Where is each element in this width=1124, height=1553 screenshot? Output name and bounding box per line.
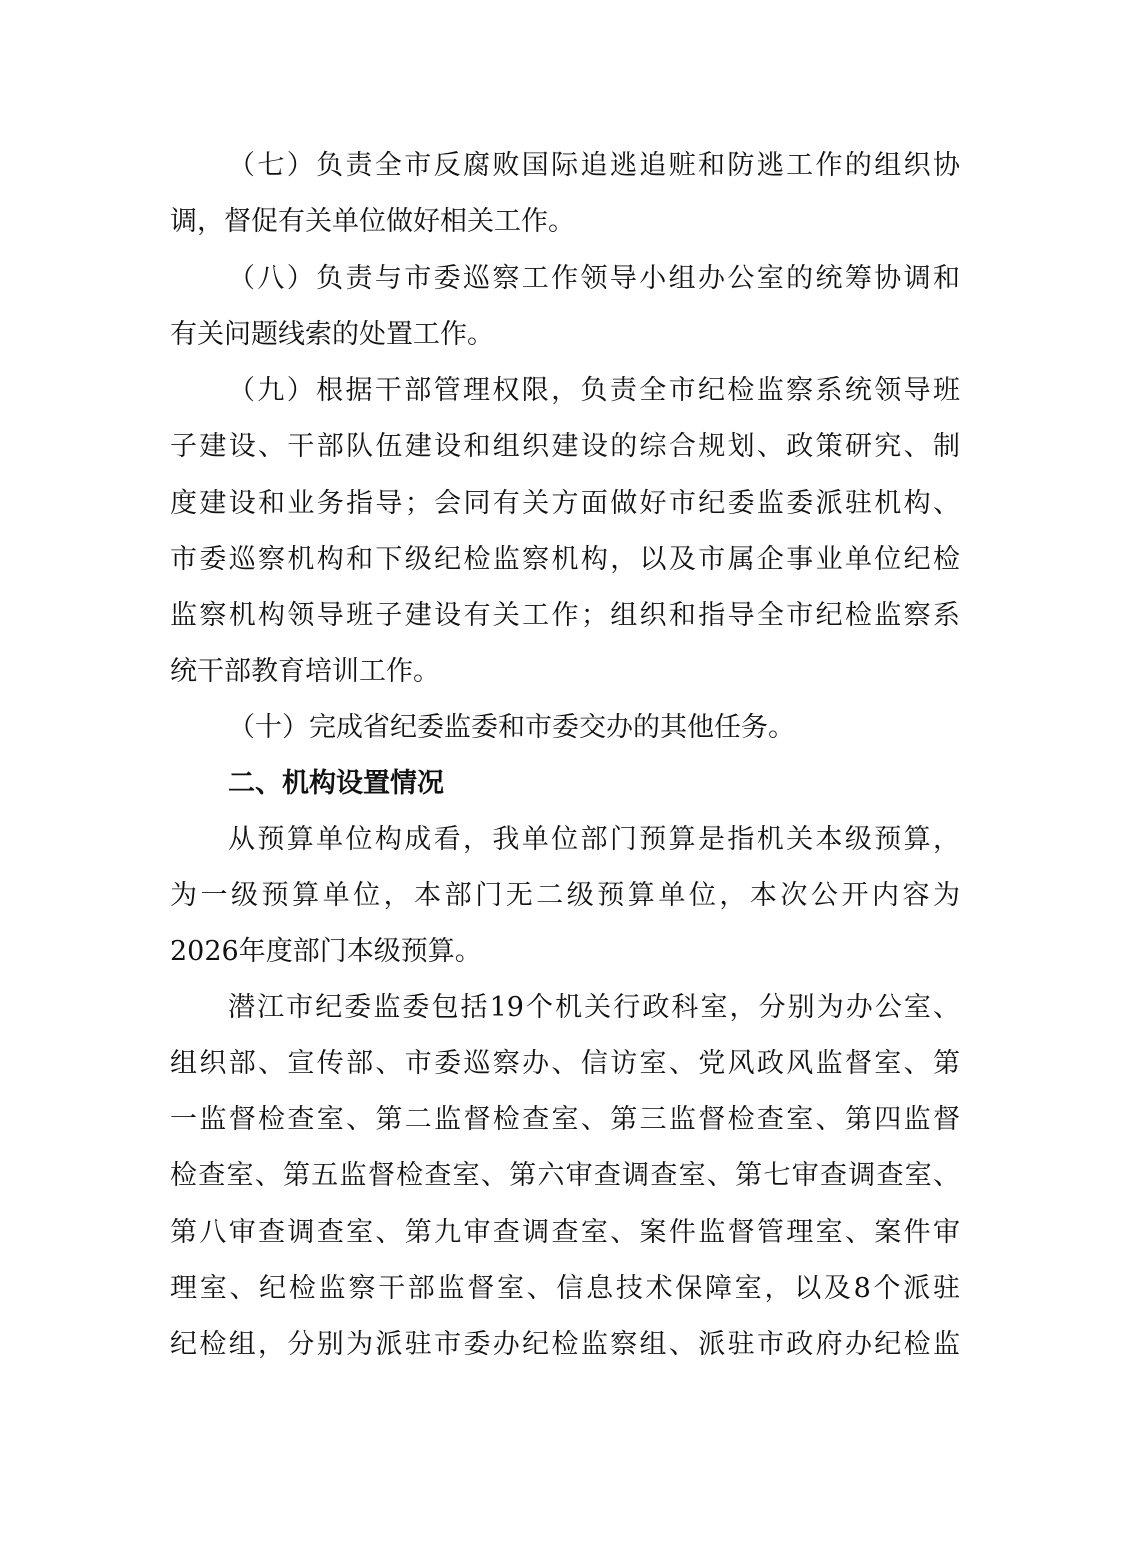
paragraph-8-line-1: （八）负责与市委巡察工作领导小组办公室的统筹协调和 xyxy=(228,263,960,294)
paragraph-9-line-1: （九）根据干部管理权限，负责全市纪检监察系统领导班 xyxy=(228,375,960,406)
paragraph-10-line-1: （十）完成省纪委监委和市委交办的其他任务。 xyxy=(228,712,795,743)
paragraph-9-line-4: 市委巡察机构和下级纪检监察机构，以及市属企事业单位纪检 xyxy=(170,544,960,575)
paragraph-9-line-3: 度建设和业务指导；会同有关方面做好市纪委监委派驻机构、 xyxy=(170,488,960,519)
paragraph-9-line-2: 子建设、干部队伍建设和组织建设的综合规划、政策研究、制 xyxy=(170,431,960,462)
institution-paragraph-line-6: 理室、纪检监察干部监督室、信息技术保障室，以及8个派驻 xyxy=(170,1273,960,1304)
institution-paragraph-line-2: 组织部、宣传部、市委巡察办、信访室、党风政风监督室、第 xyxy=(170,1048,960,1079)
paragraph-7-line-1: （七）负责全市反腐败国际追逃追赃和防逃工作的组织协 xyxy=(228,150,960,181)
institution-paragraph-line-5: 第八审查调查室、第九审查调查室、案件监督管理室、案件审 xyxy=(170,1217,960,1248)
section-heading: 二、机构设置情况 xyxy=(228,768,444,799)
paragraph-9-line-6: 统干部教育培训工作。 xyxy=(170,656,440,687)
paragraph-9-line-5: 监察机构领导班子建设有关工作；组织和指导全市纪检监察系 xyxy=(170,600,960,631)
paragraph-7-line-2: 调，督促有关单位做好相关工作。 xyxy=(170,206,575,237)
budget-paragraph-line-3: 2026年度部门本级预算。 xyxy=(170,936,482,967)
paragraph-8-line-2: 有关问题线索的处置工作。 xyxy=(170,319,494,350)
budget-paragraph-line-1: 从预算单位构成看，我单位部门预算是指机关本级预算， xyxy=(228,824,960,855)
budget-paragraph-line-2: 为一级预算单位，本部门无二级预算单位，本次公开内容为 xyxy=(170,880,960,911)
institution-paragraph-line-3: 一监督检查室、第二监督检查室、第三监督检查室、第四监督 xyxy=(170,1104,960,1135)
institution-paragraph-line-1: 潜江市纪委监委包括19个机关行政科室，分别为办公室、 xyxy=(228,992,960,1023)
institution-paragraph-line-7: 纪检组，分别为派驻市委办纪检监察组、派驻市政府办纪检监 xyxy=(170,1329,960,1360)
institution-paragraph-line-4: 检查室、第五监督检查室、第六审查调查室、第七审查调查室、 xyxy=(170,1160,960,1191)
